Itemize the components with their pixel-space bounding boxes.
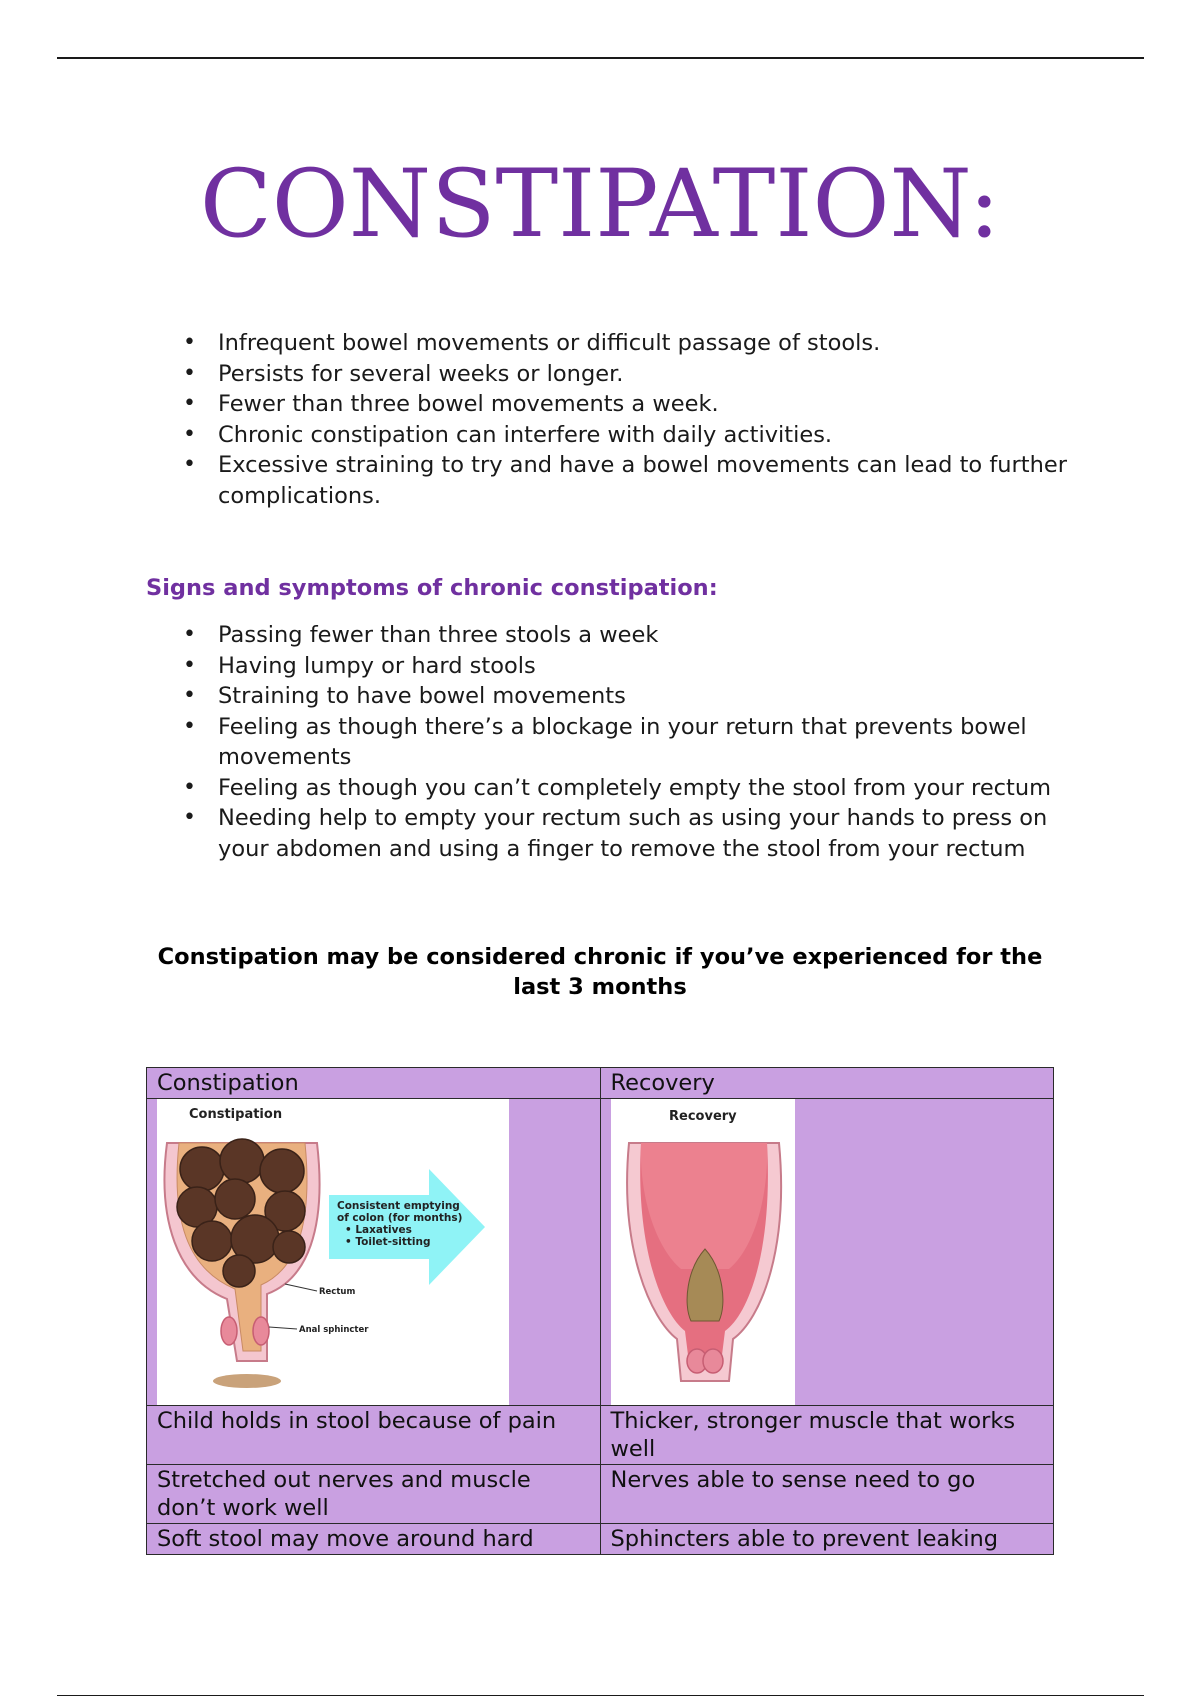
chronic-callout: Constipation may be considered chronic if you’ve experienced for the last 3 months bbox=[157, 944, 1043, 1000]
constipation-illustration bbox=[157, 1099, 509, 1405]
bullet-icon: • bbox=[183, 330, 196, 355]
column-header-constipation: Constipation bbox=[147, 1068, 601, 1099]
bullet-icon: • bbox=[183, 652, 196, 678]
list-item: • Fewer than three bowel movements a week. bbox=[0, 389, 1068, 420]
svg-text:• Laxatives: • Laxatives bbox=[345, 1224, 412, 1236]
table-row bbox=[147, 1524, 1054, 1555]
table-cell: Sphincters able to prevent leaking bbox=[600, 1524, 1054, 1555]
signs-heading: Signs and symptoms of chronic constipation: bbox=[146, 575, 718, 601]
table-cell: Soft stool may move around hard bbox=[147, 1524, 601, 1555]
constipation-caption: Constipation bbox=[189, 1107, 283, 1122]
bullet-icon: • bbox=[183, 683, 196, 708]
list-item: • Feeling as though there’s a blockage in your return that prevents bowel movements bbox=[183, 713, 1027, 770]
svg-text:Rectum: Rectum bbox=[319, 1287, 356, 1297]
list-item: • Persists for several weeks or longer. bbox=[0, 359, 1068, 390]
top-rule bbox=[57, 57, 1144, 59]
bullet-icon: • bbox=[183, 391, 196, 416]
table-cell: Child holds in stool because of pain bbox=[147, 1406, 601, 1465]
list-item: • Having lumpy or hard stools bbox=[0, 651, 1068, 682]
bottom-rule bbox=[57, 1695, 1144, 1696]
column-header-recovery: Recovery bbox=[600, 1068, 1054, 1099]
table-cell: Nerves able to sense need to go bbox=[600, 1465, 1054, 1524]
svg-text:Consistent emptying: Consistent emptying bbox=[337, 1200, 460, 1212]
page-title: CONSTIPATION: bbox=[199, 150, 1001, 259]
bullet-icon: • bbox=[183, 622, 196, 647]
bullet-icon: • bbox=[183, 421, 196, 447]
list-item: • Feeling as though you can’t completely empty the stool from your rectum bbox=[0, 773, 1068, 804]
comparison-table bbox=[146, 1067, 1054, 1555]
recovery-caption: Recovery bbox=[668, 1109, 737, 1124]
table-header-row bbox=[147, 1068, 1054, 1099]
bullet-icon: • bbox=[183, 452, 196, 477]
list-item: • Infrequent bowel movements or difficult passage of stools. bbox=[0, 328, 1068, 359]
svg-text:Anal sphincter: Anal sphincter bbox=[299, 1325, 369, 1335]
table-row bbox=[147, 1406, 1054, 1465]
list-item: • Straining to have bowel movements bbox=[0, 681, 1068, 712]
table-cell: Stretched out nerves and muscle don’t work well bbox=[147, 1465, 601, 1524]
list-item: • Excessive straining to try and have a bowel movements can lead to further complications. bbox=[183, 452, 1067, 509]
bullet-icon: • bbox=[183, 805, 196, 830]
recovery-illustration bbox=[611, 1099, 795, 1405]
signs-list bbox=[0, 620, 1068, 864]
table-cell: Thicker, stronger muscle that works well bbox=[600, 1406, 1054, 1465]
table-row bbox=[147, 1465, 1054, 1524]
bullet-icon: • bbox=[183, 713, 196, 739]
bullet-icon: • bbox=[183, 360, 196, 386]
bullet-icon: • bbox=[183, 774, 196, 800]
svg-text:of colon (for months): of colon (for months) bbox=[337, 1212, 463, 1224]
intro-list bbox=[0, 328, 1068, 511]
list-item: • Passing fewer than three stools a week bbox=[0, 620, 1068, 651]
table-image-row bbox=[147, 1099, 1054, 1406]
list-item: • Needing help to empty your rectum such as using your hands to press on your abdomen and using a finger to remove the stool from your rectum bbox=[183, 805, 1048, 862]
list-item: • Chronic constipation can interfere with daily activities. bbox=[0, 420, 1068, 451]
svg-text:• Toilet-sitting: • Toilet-sitting bbox=[345, 1236, 431, 1248]
